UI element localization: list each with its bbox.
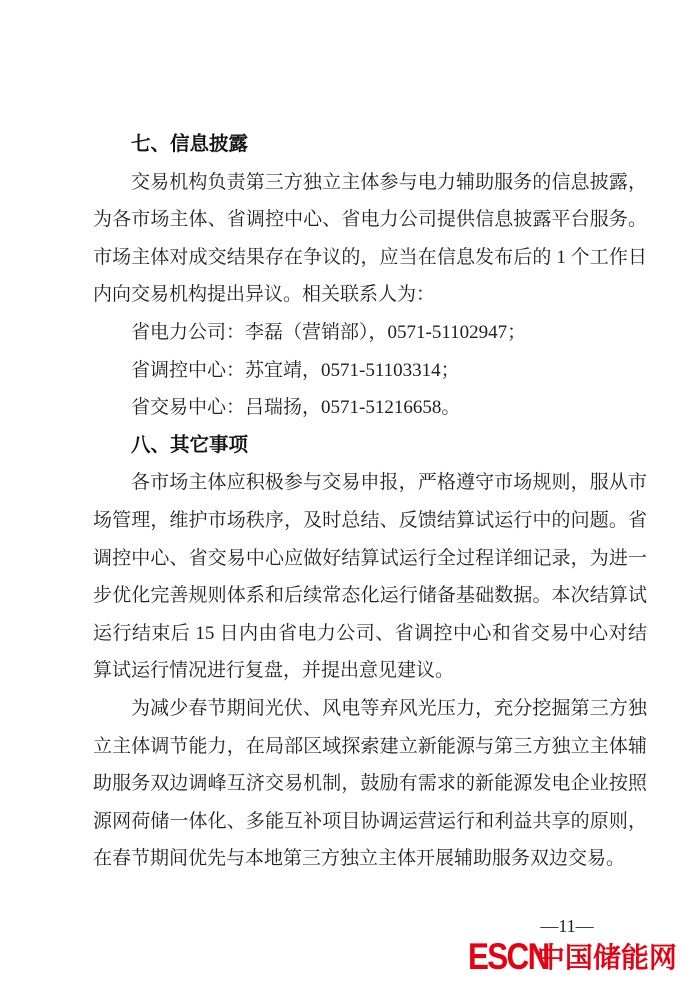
page-number: —11— — [540, 916, 594, 936]
escn-logo — [468, 936, 677, 977]
contact-line-trading-center: 省交易中心：吕瑞扬，0571-51216658。 — [131, 397, 461, 419]
contact-line-dispatch-center: 省调控中心：苏宜靖，0571-51103314； — [131, 359, 460, 381]
section-heading-information-disclosure: 七、信息披露 — [131, 133, 249, 155]
paragraph-spring-festival-trading: 为减少春节期间光伏、风电等弃风光压力，充分挖掘第三方独立主体调节能力，在局部区域探索建立新能源与第三方独立主体辅助服务双边调峰互济交易机制，鼓励有需求的新能源发电企业按照源网荷储一体化、多能互补项目协调运营运行和利益共享的原则，在春节期间优先与本地第三方独立主体开展辅助服务双边交易。 — [93, 697, 647, 870]
section-heading-other-matters: 八、其它事项 — [131, 433, 249, 456]
paragraph-information-disclosure: 交易机构负责第三方独立主体参与电力辅助服务的信息披露，为各市场主体、省调控中心、省电力公司提供信息披露平台服务。市场主体对成交结果存在争议的，应当在信息发布后的 1 个工作日内向交易机构提出异议。相关联系人为： — [93, 171, 647, 306]
paragraph-market-rules: 各市场主体应积极参与交易申报，严格遵守市场规则，服从市场管理，维护市场秩序，及时总结、反馈结算试运行中的问题。省调控中心、省交易中心应做好结算试运行全过程详细记录，为进一步优化完善规则体系和后续常态化运行储备基础数据。本次结算试运行结束后 15 日内由省电力公司、省调控中心和省交易中心对结算试运行情况进行复盘，并提出意见建议。 — [93, 472, 647, 682]
document-body — [93, 126, 647, 878]
contact-line-power-company: 省电力公司：李磊（营销部），0571-51102947； — [131, 321, 527, 343]
escn-logo-latin: ESCN — [468, 936, 549, 977]
escn-logo-chinese: 中国储能网 — [536, 942, 677, 973]
